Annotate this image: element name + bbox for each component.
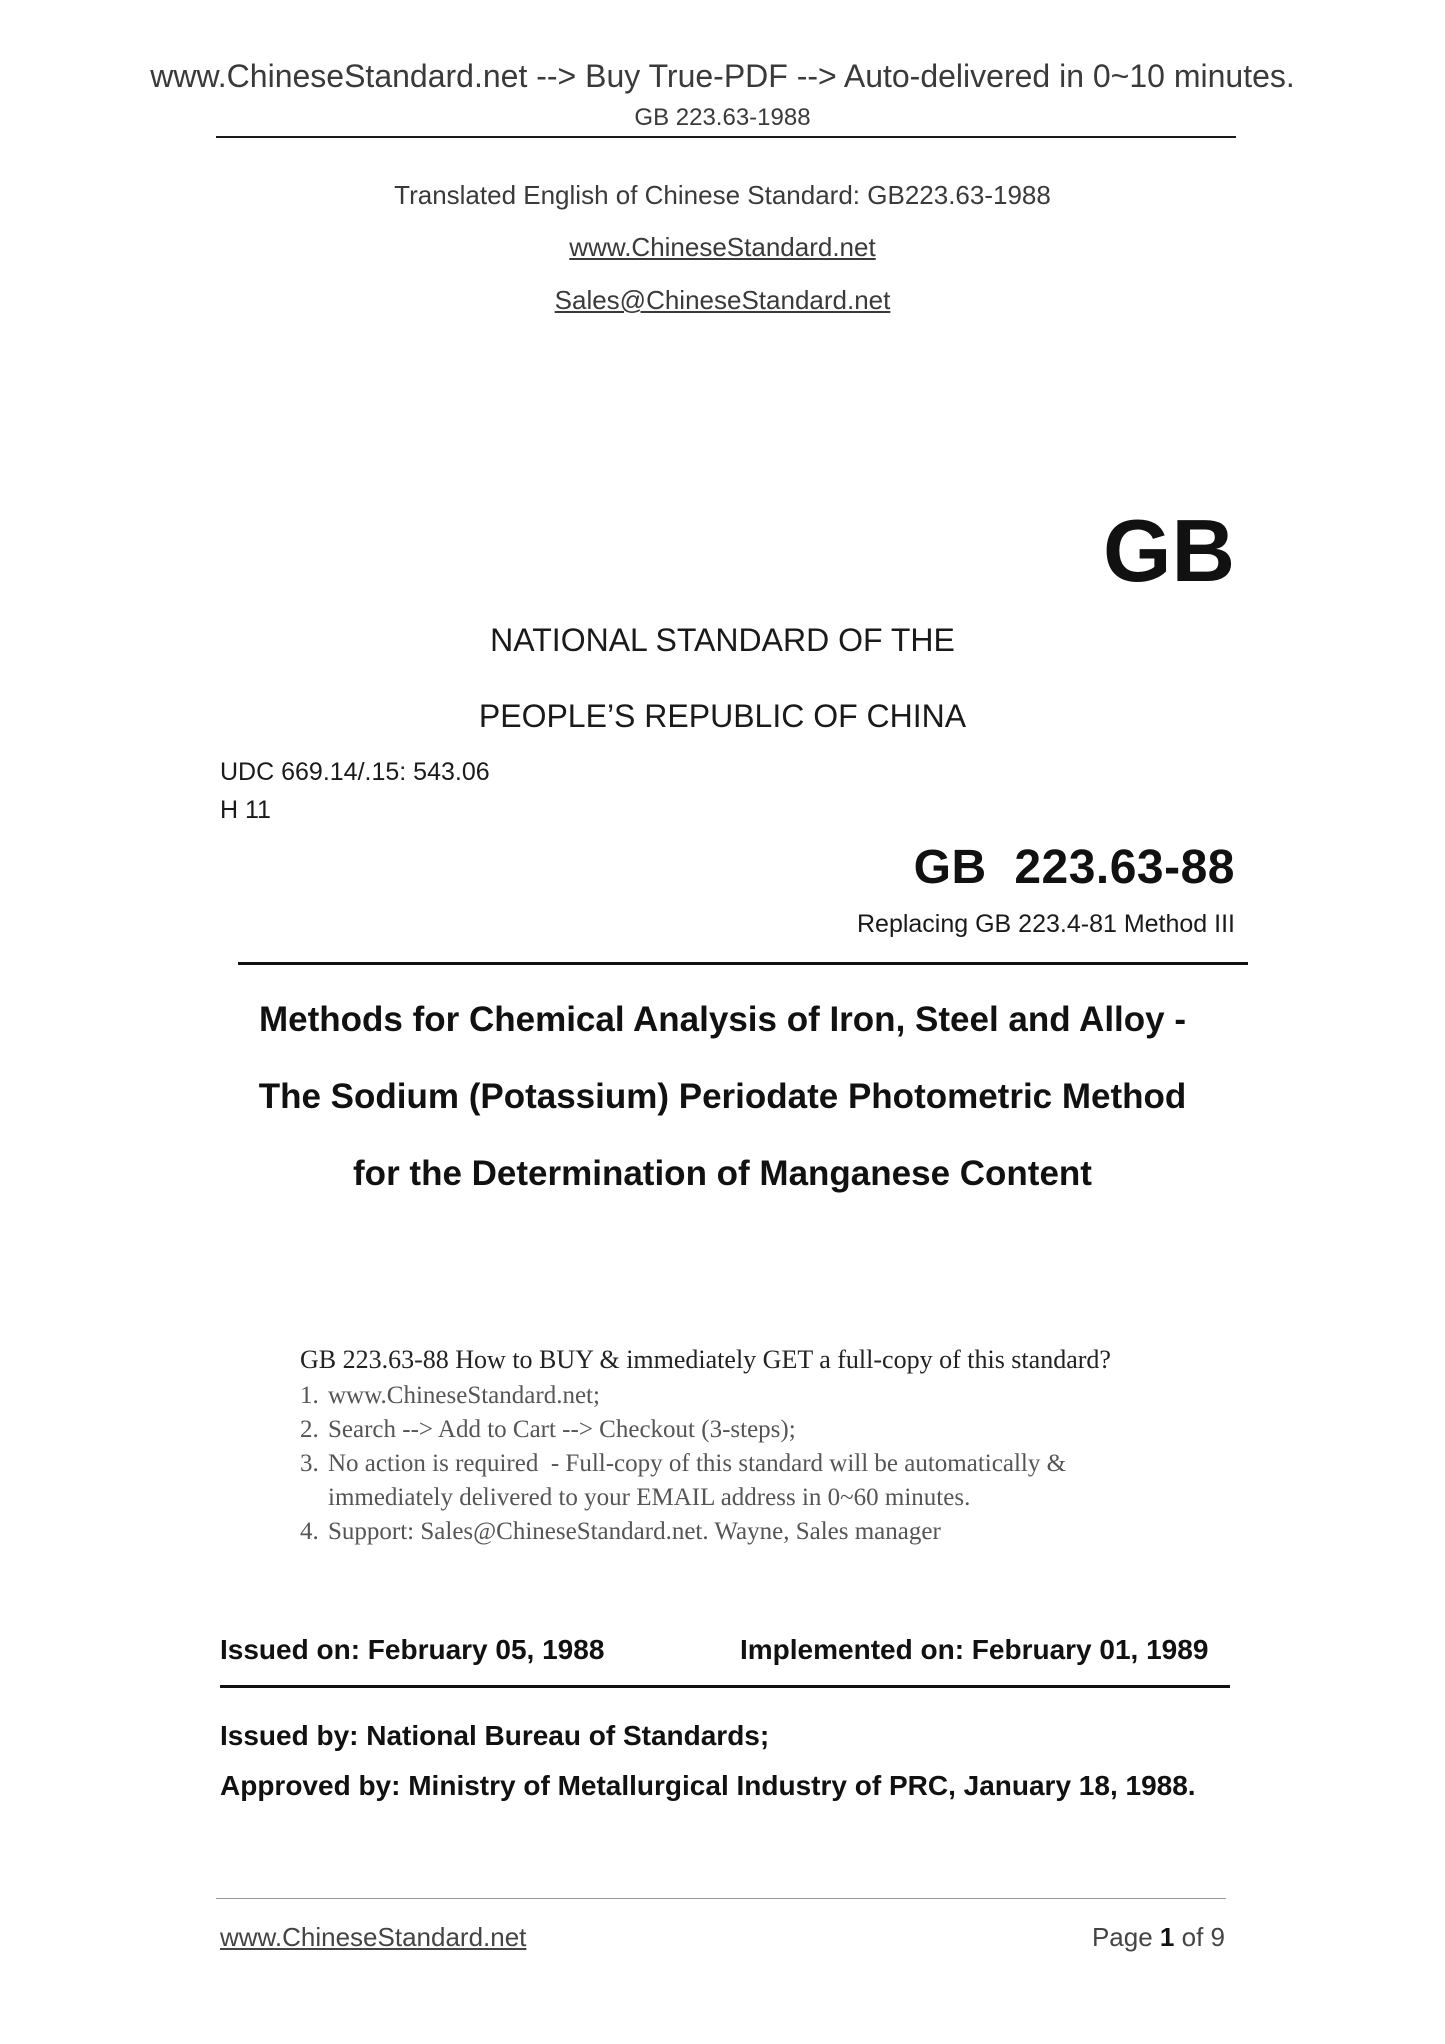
document-id-header: GB 223.63-1988 bbox=[634, 104, 811, 131]
step-number: 3. bbox=[300, 1450, 319, 1477]
standard-number: GB 223.63-88 bbox=[913, 841, 1235, 894]
gb-mark: GB bbox=[1103, 501, 1235, 600]
udc-code: UDC 669.14/.15: 543.06 bbox=[220, 758, 490, 786]
issued-on-date: Issued on: February 05, 1988 bbox=[220, 1634, 605, 1665]
h-code: H 11 bbox=[220, 796, 271, 824]
national-standard-line1: NATIONAL STANDARD OF THE bbox=[490, 622, 955, 658]
title-line-3: for the Determination of Manganese Content bbox=[353, 1154, 1092, 1193]
step-text: Search --> Add to Cart --> Checkout (3-steps); bbox=[328, 1416, 796, 1443]
footer-divider bbox=[216, 1898, 1226, 1899]
dates-divider bbox=[220, 1685, 1230, 1688]
step-number bbox=[300, 1481, 328, 1515]
title-line-2: The Sodium (Potassium) Periodate Photometric Method bbox=[258, 1077, 1187, 1116]
page-prefix: Page bbox=[1091, 1922, 1153, 1952]
step-number: 4. bbox=[300, 1518, 319, 1545]
title-line-1: Methods for Chemical Analysis of Iron, Steel and Alloy - bbox=[258, 1000, 1186, 1039]
step-text[interactable]: www.ChineseStandard.net; bbox=[328, 1382, 600, 1409]
national-standard-line2: PEOPLE’S REPUBLIC OF CHINA bbox=[478, 698, 967, 734]
replacing-note: Replacing GB 223.4-81 Method III bbox=[856, 910, 1235, 938]
page-indicator bbox=[1092, 1922, 1225, 1953]
page-current: 1 bbox=[1159, 1922, 1175, 1952]
step-text: Support: Sales@ChineseStandard.net. Wayne, Sales manager bbox=[328, 1518, 941, 1545]
buy-step bbox=[300, 1515, 1111, 1549]
buy-step bbox=[300, 1447, 1111, 1481]
implemented-on-date: Implemented on: February 01, 1989 bbox=[740, 1634, 1209, 1665]
step-number: 1. bbox=[300, 1382, 319, 1409]
buy-instructions bbox=[300, 1345, 1111, 1549]
website-link[interactable]: www.ChineseStandard.net bbox=[569, 232, 876, 262]
buy-step-continuation bbox=[300, 1481, 1111, 1515]
header-divider bbox=[216, 136, 1236, 138]
step-text: immediately delivered to your EMAIL address in 0~60 minutes. bbox=[328, 1484, 971, 1511]
buy-question: GB 223.63-88 How to BUY & immediately GET a full-copy of this standard? bbox=[300, 1345, 1111, 1374]
top-banner[interactable]: www.ChineseStandard.net --> Buy True-PDF --> Auto-delivered in 0~10 minutes. bbox=[150, 58, 1295, 94]
step-text: No action is required - Full-copy of this standard will be automatically & bbox=[328, 1450, 1067, 1477]
page-total: 9 bbox=[1210, 1922, 1225, 1952]
translation-note: Translated English of Chinese Standard: GB223.63-1988 bbox=[394, 180, 1051, 210]
issued-by: Issued by: National Bureau of Standards; bbox=[220, 1720, 770, 1751]
footer-website-link[interactable]: www.ChineseStandard.net bbox=[220, 1922, 527, 1952]
page-of: of bbox=[1181, 1922, 1204, 1952]
approved-by: Approved by: Ministry of Metallurgical Industry of PRC, January 18, 1988. bbox=[220, 1770, 1196, 1801]
email-link[interactable]: Sales@ChineseStandard.net bbox=[554, 285, 891, 315]
step-number: 2. bbox=[300, 1416, 319, 1443]
buy-step bbox=[300, 1379, 1111, 1413]
title-divider bbox=[238, 962, 1248, 965]
buy-step bbox=[300, 1413, 1111, 1447]
buy-steps-list bbox=[300, 1379, 1111, 1549]
